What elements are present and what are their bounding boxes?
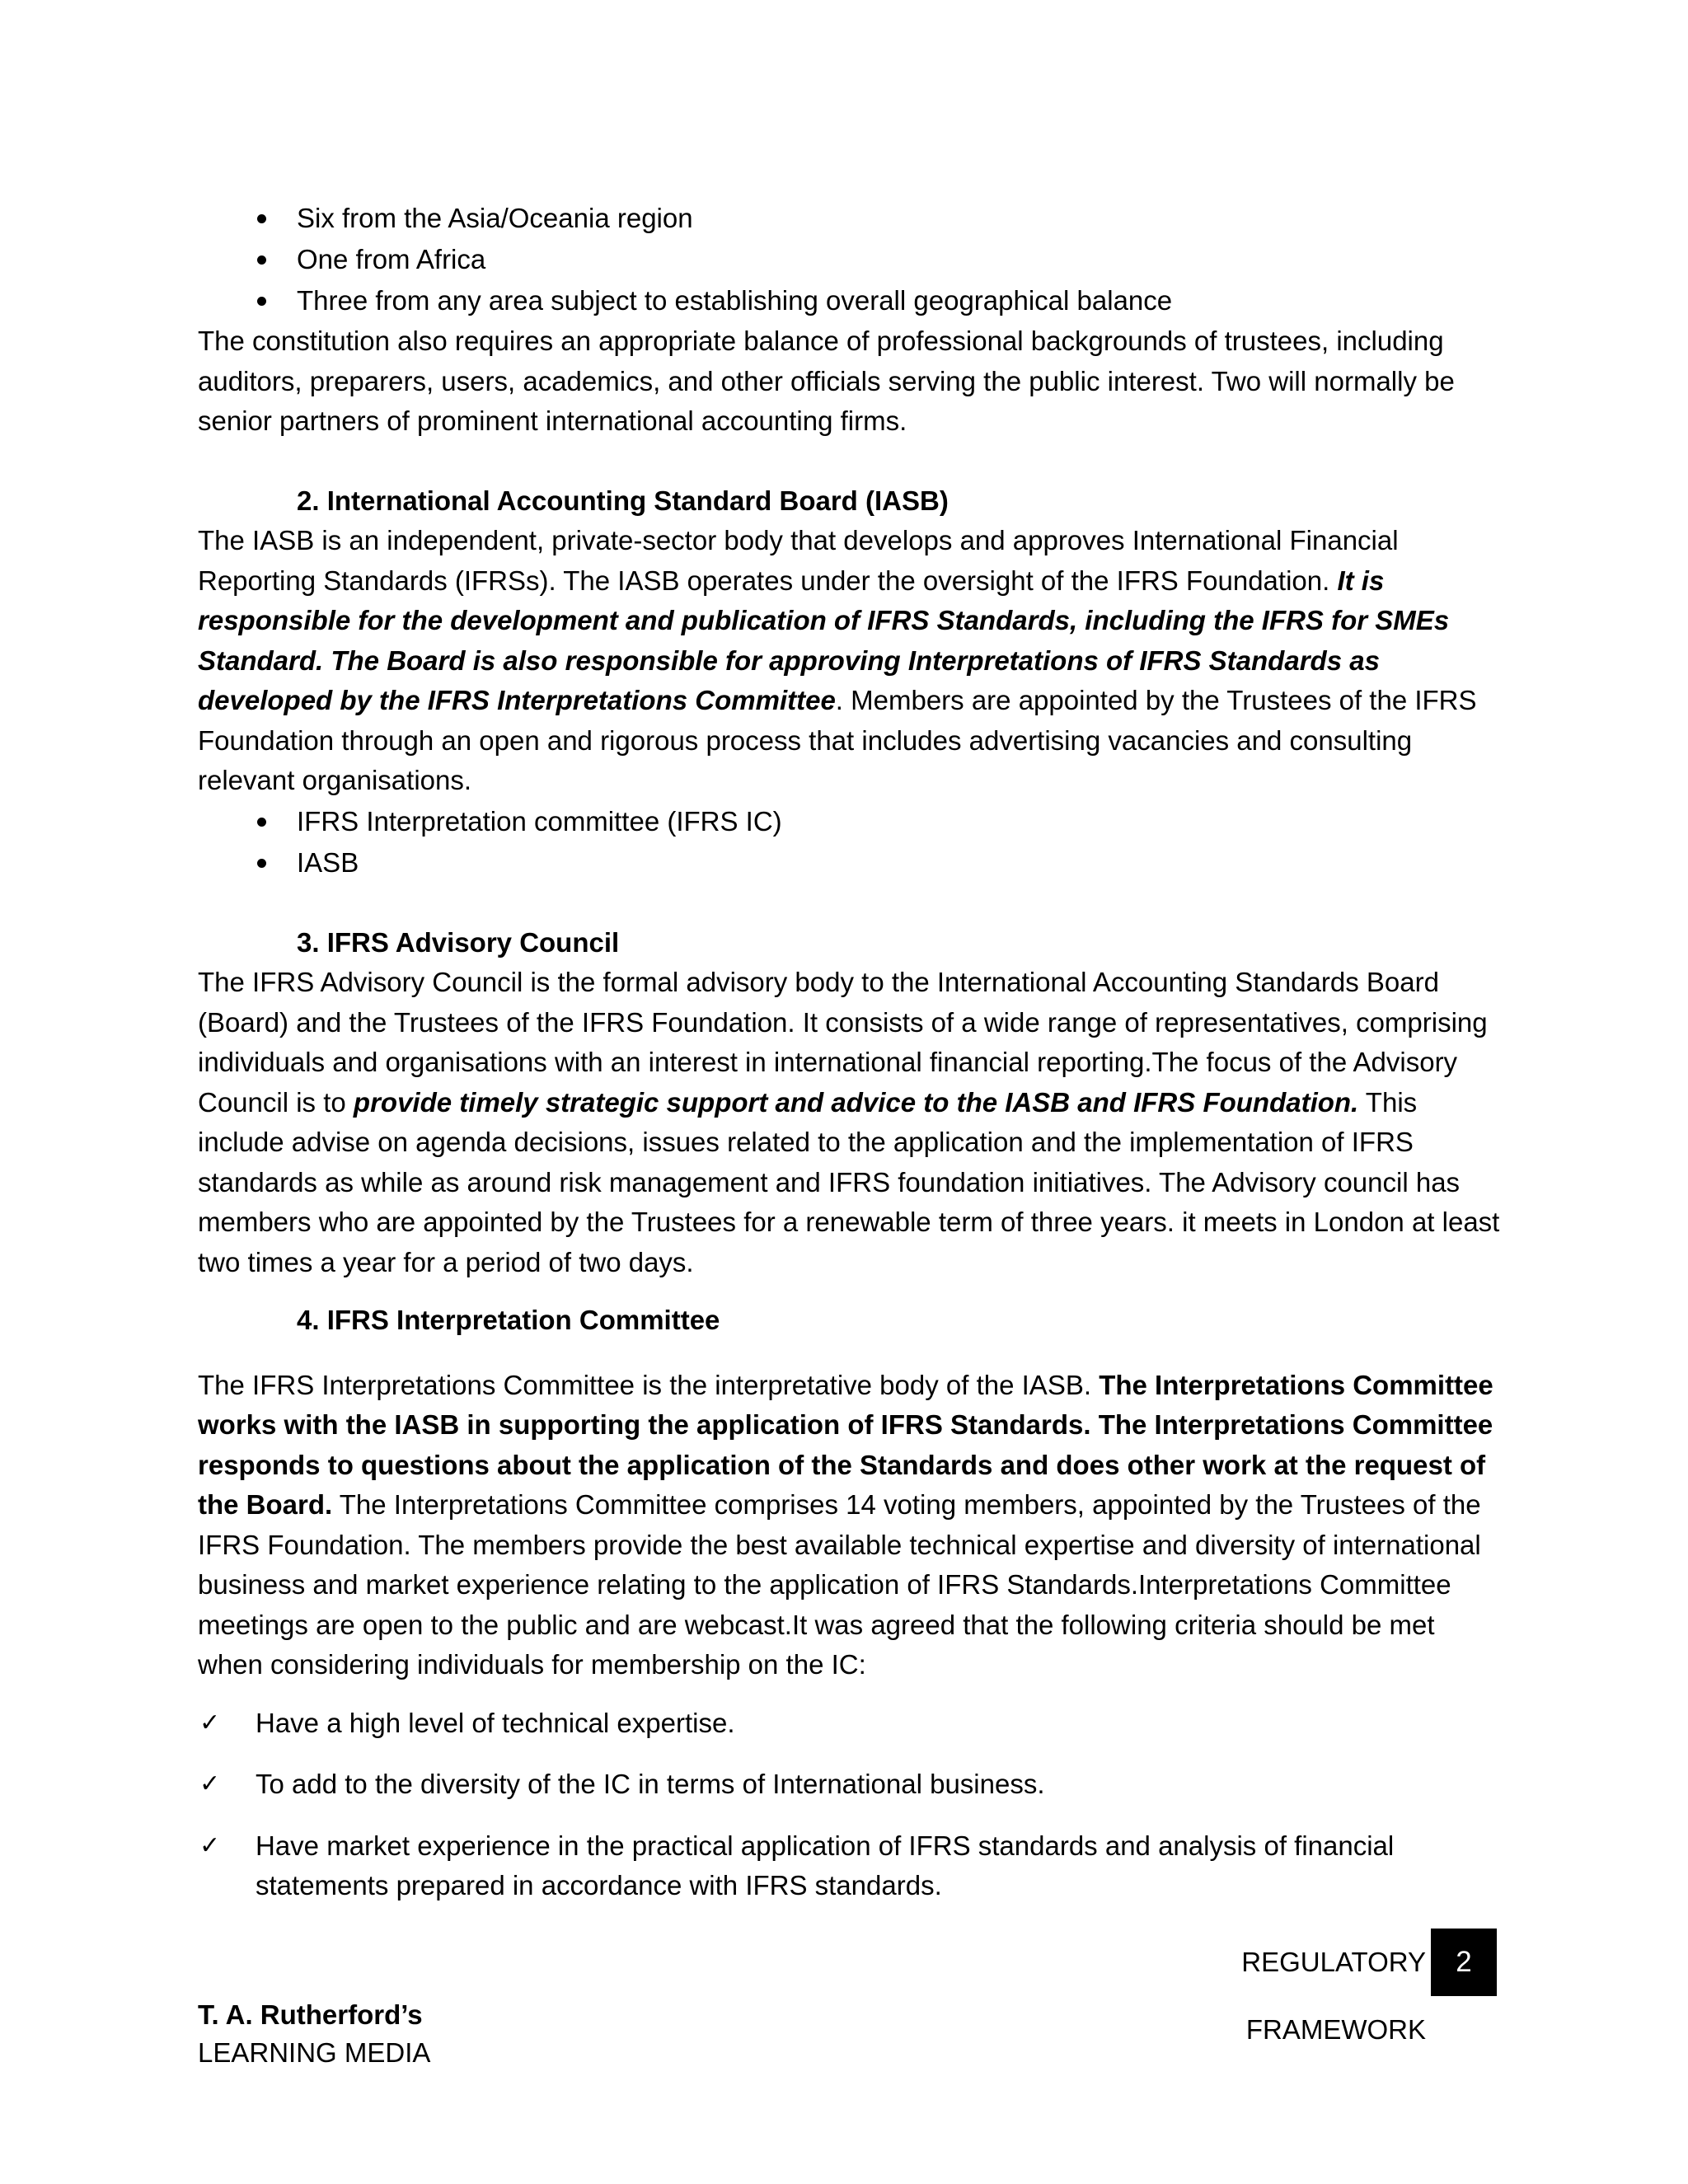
section-heading-advisory-council: 3. IFRS Advisory Council [297, 926, 620, 958]
bullet-icon [257, 255, 266, 265]
list-item: ✓ Have market experience in the practical application of IFRS standards and analysis of financial statements prepared in accordance with IFRS standards. [198, 1826, 1500, 1906]
iasb-emphasis: It is responsible for the development and publication of IFRS Standards, including the IFRS for SMEs Standard. The Board is also responsible for approving Interpretations of IFRS Standards as developed by the IFRS Interpretations Committee [198, 565, 1450, 715]
list-item: IFRS Interpretation committee (IFRS IC) [198, 801, 1500, 842]
interpretation-committee-paragraph: The IFRS Interpretations Committee is the interpretative body of the IASB. The Interpretations Committee works with the IASB in supporting the application of IFRS Standards. The Interpretations Committee responds to questions about the application of the Standards and does other work at the request of the Board. The Interpretations Committee comprises 14 voting members, appointed by the Trustees of the IFRS Foundation. The members provide the best available technical expertise and diversity of international business and market experience relating to the application of IFRS Standards.Interpretations Committee meetings are open to the public and are webcast.It was agreed that the following criteria should be met when considering individuals for membership on the IC: [198, 1369, 1493, 1680]
list-item: Six from the Asia/Oceania region [198, 198, 1500, 239]
advisory-council-paragraph: The IFRS Advisory Council is the formal advisory body to the International Accounting Standards Board (Board) and the Trustees of the IFRS Foundation. It consists of a wide range of representatives, comprising individuals and organisations with an interest in international financial reporting.The focus of the Advisory Council is to provide timely strategic support and advice to the IASB and IFRS Foundation. This include advise on agenda decisions, issues related to the application and the implementation of IFRS standards as while as around risk management and IFRS foundation initiatives. The Advisory council has members who are appointed by the Trustees for a renewable term of three years. it meets in London at least two times a year for a period of two days. [198, 967, 1500, 1277]
publisher-name: T. A. Rutherford’s [198, 1999, 423, 2030]
list-item: One from Africa [198, 239, 1500, 280]
membership-criteria-list [198, 1704, 1500, 1906]
section-heading-interpretation-committee: 4. IFRS Interpretation Committee [297, 1305, 720, 1335]
iasb-paragraph: The IASB is an independent, private-sector body that develops and approves International Financial Reporting Standards (IFRSs). The IASB operates under the oversight of the IFRS Foundation. It is responsible for the development and publication of IFRS Standards, including the IFRS for SMEs Standard. The Board is also responsible for approving Interpretations of IFRS Standards as developed by the IFRS Interpretations Committee. Members are appointed by the Trustees of the IFRS Foundation through an open and rigorous process that includes advertising vacancies and consulting relevant organisations. [198, 525, 1477, 795]
list-item: Three from any area subject to establishing overall geographical balance [198, 280, 1500, 321]
bullet-icon [257, 859, 266, 868]
list-item: ✓ Have a high level of technical expertise. [198, 1704, 1500, 1744]
bullet-icon [257, 818, 266, 827]
constitution-paragraph: The constitution also requires an appropriate balance of professional backgrounds of trustees, including auditors, preparers, users, academics, and other officials serving the public interest. Two will normally be senior partners of prominent international accounting firms. [198, 326, 1455, 436]
publisher-subtitle: LEARNING MEDIA [198, 2037, 431, 2068]
checkmark-icon: ✓ [199, 1769, 221, 1798]
list-item: ✓ To add to the diversity of the IC in terms of International business. [198, 1765, 1500, 1805]
page-content [198, 198, 1500, 1928]
advisory-emphasis: provide timely strategic support and advice to the IASB and IFRS Foundation. [353, 1086, 1359, 1118]
region-bullet-list [198, 198, 1500, 321]
iasb-bullet-list [198, 801, 1500, 883]
checkmark-icon: ✓ [199, 1830, 221, 1860]
section-heading-iasb: 2. International Accounting Standard Board (IASB) [297, 485, 949, 516]
page-number: 2 [1431, 1929, 1497, 1996]
list-item: IASB [198, 842, 1500, 883]
interpretation-emphasis: The Interpretations Committee works with the IASB in supporting the application of IFRS Standards. The Interpretations Committee responds to questions about the application of the Standards and does other work at the request of the Board. [198, 1369, 1493, 1520]
bullet-icon [257, 297, 266, 306]
footer-section-label: REGULATORY FRAMEWORK [1241, 1947, 1426, 2045]
publisher-block [198, 1996, 430, 2072]
bullet-icon [257, 214, 266, 223]
checkmark-icon: ✓ [199, 1708, 221, 1737]
